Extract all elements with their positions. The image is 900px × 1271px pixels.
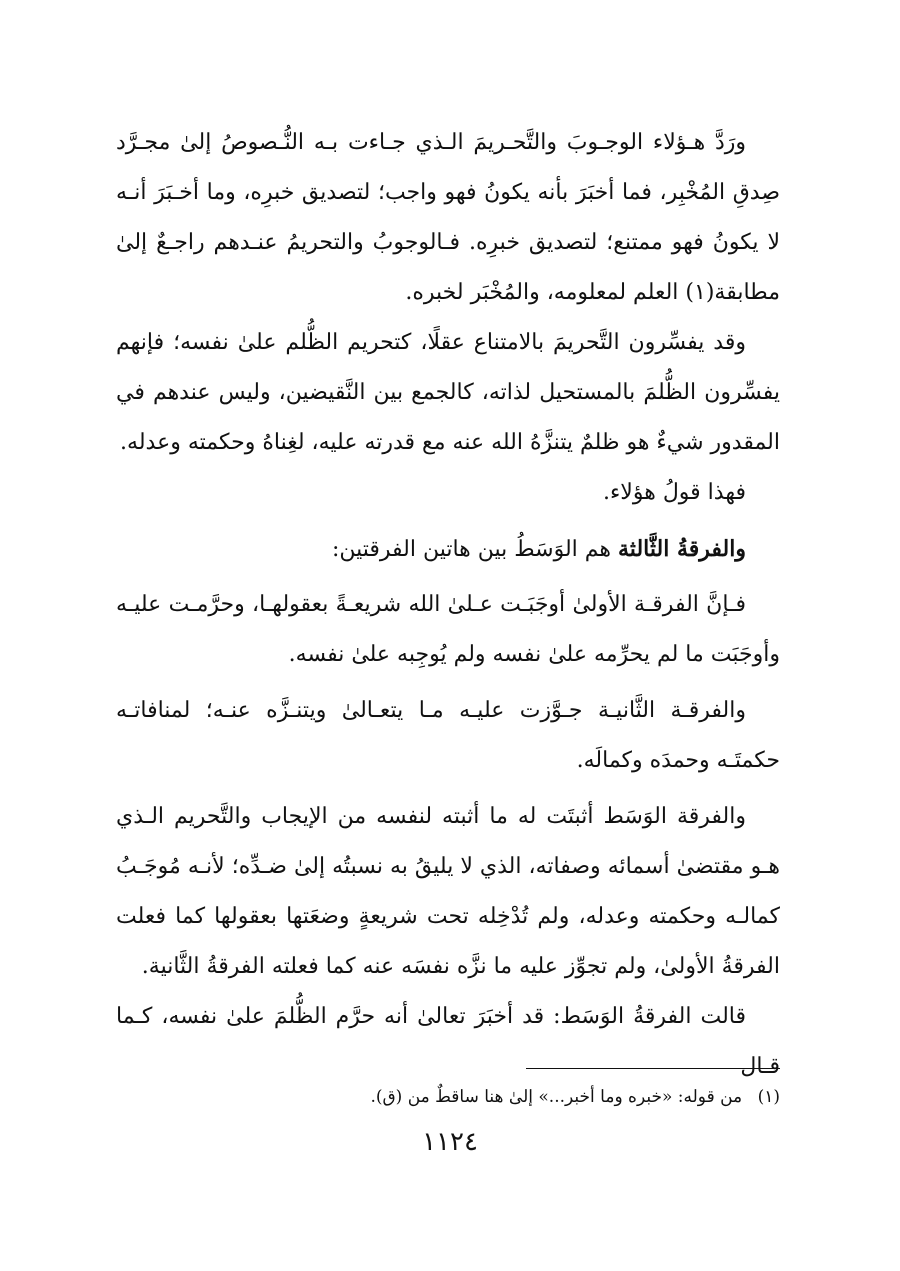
paragraph-2 — [116, 318, 780, 468]
paragraph-5 — [116, 580, 780, 680]
footnote-text: من قوله: «خبره وما أخبر...» إلىٰ هنا ساقطٌ من (ق). — [370, 1087, 743, 1107]
footnote-divider — [526, 1068, 780, 1069]
footnote — [116, 1082, 780, 1112]
paragraph-text: قالت الفرقةُ الوَسَط: قد أخبَرَ تعالىٰ أنه حرَّم الظُّلمَ علىٰ نفسه، كـما قـال — [116, 1004, 780, 1079]
paragraph-text: وقد يفسِّرون التَّحريمَ بالامتناع عقلًا، كتحريم الظُّلم علىٰ نفسه؛ فإنهم يفسِّرون الظُّلمَ بالمستحيل لذاته، كالجمع بين النَّقيضين، وليس عندهم في المقدور شيءٌ هو ظلمٌ يتنزَّهُ الله عنه مع قدرته عليه، لغِناهُ وحكمته وعدله. — [116, 330, 780, 455]
paragraph-lead-bold: والفرقةُ الثَّالثة — [618, 536, 746, 562]
paragraph-7 — [116, 792, 780, 992]
footnote-number: (١) — [757, 1087, 780, 1107]
paragraph-6 — [116, 686, 780, 786]
paragraph-text — [116, 524, 780, 575]
paragraph-text: والفرقة الوَسَط أثبتَت له ما أثبته لنفسه من الإيجاب والتَّحريم الـذي هـو مقتضىٰ أسمائه وصفاته، الذي لا يليقُ به نسبتُه إلىٰ ضـدِّه؛ لأنـه مُوجَـبُ كمالـه وحكمته وعدله، ولم تُدْخِله تحت شريعةٍ وضعَتها بعقولها كما فعلت الفرقةُ الأولىٰ، ولم تجوِّز عليه ما نزَّه نفسَه عنه كما فعلته الفرقةُ الثَّانية. — [116, 804, 780, 979]
paragraph-1 — [116, 118, 780, 318]
paragraph-text: فهذا قولُ هؤلاء. — [602, 480, 746, 505]
paragraph-3 — [116, 468, 780, 518]
paragraph-text: ورَدَّ هـؤلاء الوجـوبَ والتَّحـريمَ الـذي جـاءت بـه النُّـصوصُ إلىٰ مجـرَّد صِدقِ المُخْبِر، فما أخبَرَ بأنه يكونُ فهو واجب؛ لتصديق خبرِه، وما أخـبَرَ أنـه لا يكونُ فهو ممتنع؛ لتصديق خبرِه. فـالوجوبُ والتحريمُ عنـدهم راجـعٌ إلىٰ مطابقة(١) العلم لمعلومه، والمُخْبَر لخبره. — [116, 130, 780, 305]
paragraph-text: والفرقـة الثَّانيـة جـوَّزت عليـه مـا يتعـالىٰ ويتنـزَّه عنـه؛ لمنافاتـه حكمتَـه وحمدَه وكمالَه. — [116, 698, 780, 773]
paragraph-4 — [116, 524, 780, 575]
page-number: ١١٢٤ — [422, 1127, 478, 1157]
paragraph-8 — [116, 992, 780, 1092]
paragraph-text: فـإنَّ الفرقـة الأولىٰ أوجَبَـت عـلىٰ الله شريعـةً بعقولهـا، وحرَّمـت عليـه وأوجَبَت ما لم يحرِّمه علىٰ نفسه ولم يُوجِبه علىٰ نفسه. — [116, 592, 780, 667]
paragraph-rest: هم الوَسَطُ بين هاتين الفرقتين: — [331, 537, 619, 562]
